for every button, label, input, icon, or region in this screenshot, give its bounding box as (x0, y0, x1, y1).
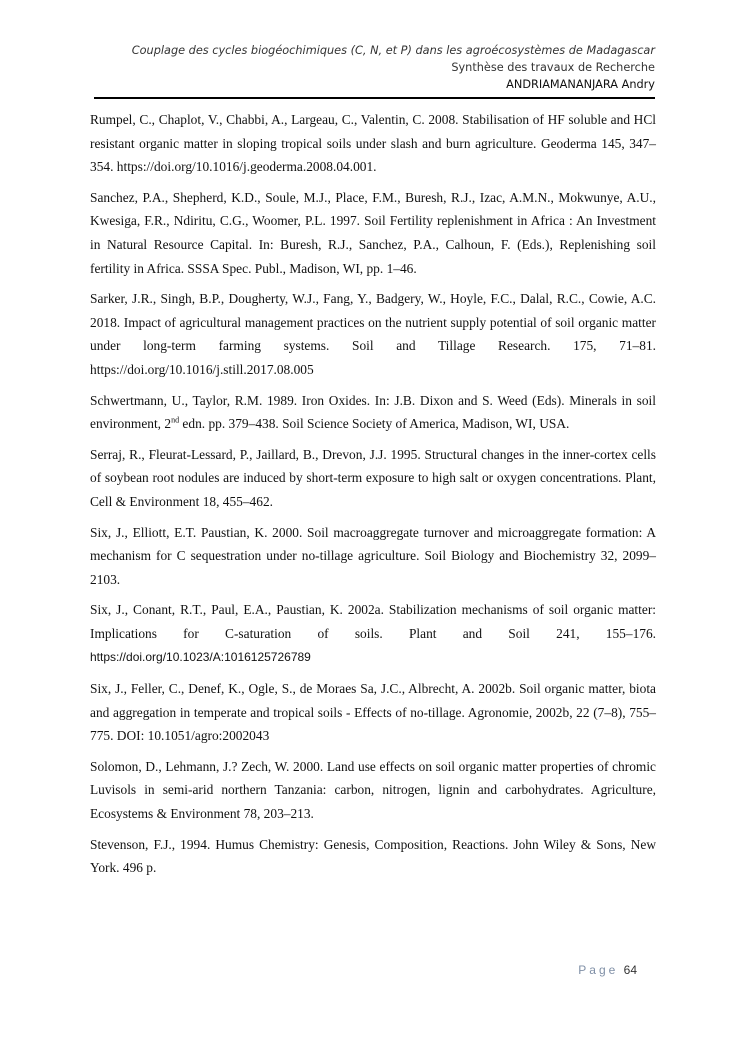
reference-superscript: nd (171, 415, 180, 425)
reference-text: Six, J., Conant, R.T., Paul, E.A., Paustian, K. 2002a. Stabilization mechanisms of soil organic matter: Implications for C-saturation of soils. Plant and Soil 241, 155–176. (90, 602, 656, 641)
reference-text: edn. pp. 379–438. Soil Science Society of America, Madison, WI, USA. (179, 416, 570, 432)
reference-item (90, 598, 656, 670)
reference-text: Schwertmann, U., Taylor, R.M. 1989. Iron Oxides. In: J.B. Dixon and S. Weed (Eds). Minerals in soil environment, 2 (90, 392, 656, 432)
reference-list (90, 108, 656, 887)
reference-item: Serraj, R., Fleurat-Lessard, P., Jaillard, B., Drevon, J.J. 1995. Structural changes in the inner-cortex cells of soybean root nodules are induced by short-term exposure to high salt or oxygen concentrations. Plant, Cell & Environment 18, 455–462. (90, 446, 656, 509)
reference-doi-link[interactable]: https://doi.org/10.1023/A:1016125726789 (90, 650, 311, 665)
header-subtitle: Synthèse des travaux de Recherche (451, 61, 655, 74)
page-number: 64 (623, 963, 637, 977)
reference-item (90, 389, 656, 436)
running-header (132, 42, 655, 93)
reference-item: Solomon, D., Lehmann, J.? Zech, W. 2000. Land use effects on soil organic matter properties of chromic Luvisols in semi-arid northern Tanzania: carbon, nitrogen, lignin and carbohydrates. Agriculture, Ecosystems & Environment 78, 203–213. (90, 758, 656, 822)
reference-item: Rumpel, C., Chaplot, V., Chabbi, A., Largeau, C., Valentin, C. 2008. Stabilisation of HF soluble and HCl resistant organic matter in sloping tropical soils under slash and burn agriculture. Geoderma 145, 347–354. https://doi.org/10.1016/j.geoderma.2008.04.001. (90, 112, 656, 175)
header-divider (94, 97, 655, 99)
reference-item: Sarker, J.R., Singh, B.P., Dougherty, W.J., Fang, Y., Badgery, W., Hoyle, F.C., Dalal, R.C., Cowie, A.C. 2018. Impact of agricultural management practices on the nutrient supply potential of soil organic matter under long-term farming systems. Soil and Tillage Research. 175, 71–81. https://doi.org/10.1016/j.still.2017.08.005 (90, 291, 656, 377)
reference-item: Stevenson, F.J., 1994. Humus Chemistry: Genesis, Composition, Reactions. John Wiley & Sons, New York. 496 p. (90, 836, 656, 876)
reference-item: Sanchez, P.A., Shepherd, K.D., Soule, M.J., Place, F.M., Buresh, R.J., Izac, A.M.N., Mokwunye, A.U., Kwesiga, F.R., Ndiritu, C.G., Woomer, P.L. 1997. Soil Fertility replenishment in Africa : An Investment in Natural Resource Capital. In: Buresh, R.J., Sanchez, P.A., Calhoun, F. (Eds.), Replenishing soil fertility in Africa. SSSA Spec. Publ., Madison, WI, pp. 1–46. (90, 189, 656, 276)
reference-item: Six, J., Feller, C., Denef, K., Ogle, S., de Moraes Sa, J.C., Albrecht, A. 2002b. Soil organic matter, biota and aggregation in temperate and tropical soils - Effects of no-tillage. Agronomie, 2002b, 22 (7–8), 755–775. DOI: 10.1051/agro:2002043 (90, 681, 656, 744)
page-label: Page (578, 963, 619, 977)
reference-item: Six, J., Elliott, E.T. Paustian, K. 2000. Soil macroaggregate turnover and microaggregate formation: A mechanism for C sequestration under no-tillage agriculture. Soil Biology and Biochemistry 32, 2099–2103. (90, 524, 656, 587)
page-footer (578, 963, 637, 977)
header-title: Couplage des cycles biogéochimiques (C, N, et P) dans les agroécosystèmes de Madagascar (131, 44, 655, 57)
header-author: ANDRIAMANANJARA Andry (506, 78, 655, 91)
